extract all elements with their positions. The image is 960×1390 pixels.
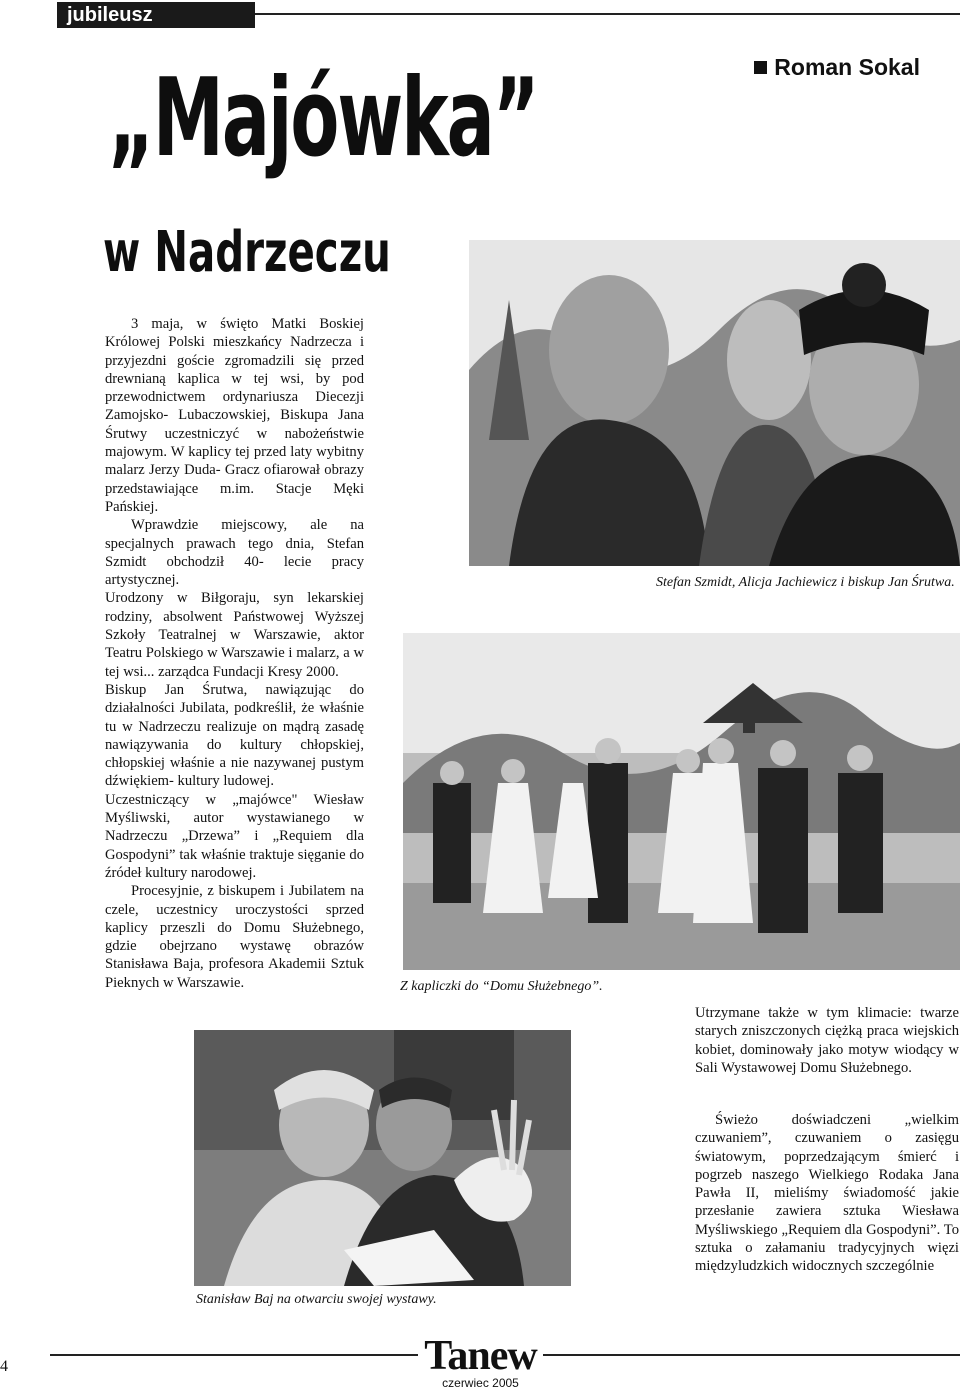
- masthead: [418, 1333, 543, 1390]
- paragraph: Wprawdzie miejscowy, ale na specjalnych prawach tego dnia, Stefan Szmidt obchodził 40- lecie pracy artystycznej.: [105, 517, 364, 589]
- left-text-column: [105, 315, 364, 992]
- author-byline: [754, 54, 920, 81]
- author-name: Roman Sokal: [774, 54, 920, 80]
- bullet-square-icon: [754, 61, 767, 74]
- paragraph: Utrzymane także w tym klimacie: twarze starych zniszczonych ciężką praca wiejskich kobiet, dominowały jako motyw wiodący w Sali Wystawowej Domu Służebnego.: [695, 1005, 959, 1076]
- paragraph: Urodzony w Biłgoraju, syn lekarskiej rodziny, absolwent Państwowej Wyższej Szkoły Teatralnej w Warszawie, aktor Teatru Polskiego w Warszawie i malarz, a w tej wsi... zarządca Fundacji Kresy 2000.: [105, 590, 364, 680]
- page-number: 4: [0, 1358, 8, 1375]
- section-label: jubileusz: [57, 2, 255, 28]
- photo-exhibition: [194, 1030, 571, 1286]
- paragraph: Świeżo doświadczeni „wielkim czuwaniem”, czuwaniem o zasięgu światowym, poprzedzającym śmierć i pogrzeb naszego Wielkiego Rodaka Jana Pawła II, mieliśmy świadomość jakie przesłanie zawiera sztuka Wiesława Myśliwskiego „Requiem dla Gospodyni”. To sztuka o załamaniu tradycyjnych więzi międzyludzkich widocznych szczególnie: [695, 1112, 959, 1275]
- photo-caption: Stefan Szmidt, Alicja Jachiewicz i biskup Jan Śrutwa.: [656, 575, 955, 590]
- photo-portraits: [469, 240, 960, 566]
- issue-date: czerwiec 2005: [442, 1376, 519, 1390]
- masthead-title: Tanew: [424, 1333, 537, 1379]
- header-rule: [255, 13, 960, 15]
- photo-caption: Z kapliczki do “Domu Służebnego”.: [400, 979, 603, 994]
- photo-procession: [403, 633, 960, 970]
- photo-caption: Stanisław Baj na otwarciu swojej wystawy.: [196, 1292, 437, 1307]
- article-subtitle: w Nadrzeczu: [103, 220, 391, 285]
- paragraph: Procesyjnie, z biskupem i Jubilatem na czele, uczestnicy uroczystości sprzed kaplicy przeszli do Domu Służebnego, gdzie obejrzano wystawę obrazów Stanisława Baja, profesora Akademii Sztuk Pieknych w Warszawie.: [105, 883, 364, 991]
- paragraph: Uczestniczący w „majówce" Wiesław Myśliwski, autor wystawianego w Nadrzeczu „Drzewa” i „Requiem dla Gospodyni” tak właśnie traktuje sięganie do źródeł kultury narodowej.: [105, 791, 364, 881]
- right-text-column-continued: [695, 1111, 959, 1276]
- article-title: „Majówka”: [108, 56, 538, 181]
- right-text-column: [695, 1004, 959, 1077]
- paragraph: 3 maja, w święto Matki Boskiej Królowej Polski mieszkańcy Nadrzecza i przyjezdni goście zgromadzili się przed drewnianą kaplica w tej wsi, by pod przewodnictwem ordynariusza Diecezji Zamojsko- Lubaczowskiej, Biskupa Jana Śrutwy uczestniczyć w nabożeństwie majowym. W kaplicy tej przed laty wybitny malarz Jerzy Duda- Gracz ofiarował obrazy przedstawiające m.im. Stacje Męki Pańskiej.: [105, 316, 364, 515]
- paragraph: Biskup Jan Śrutwa, nawiązując do działalności Jubilata, podkreślił, że właśnie tu w Nadrzeczu realizuje on mądrą zasadę nawiązywania do kultury chłopskiej, chłopskiej właśnie a nie nazywanej pustym dźwiękiem- kultury ludowej.: [105, 681, 364, 790]
